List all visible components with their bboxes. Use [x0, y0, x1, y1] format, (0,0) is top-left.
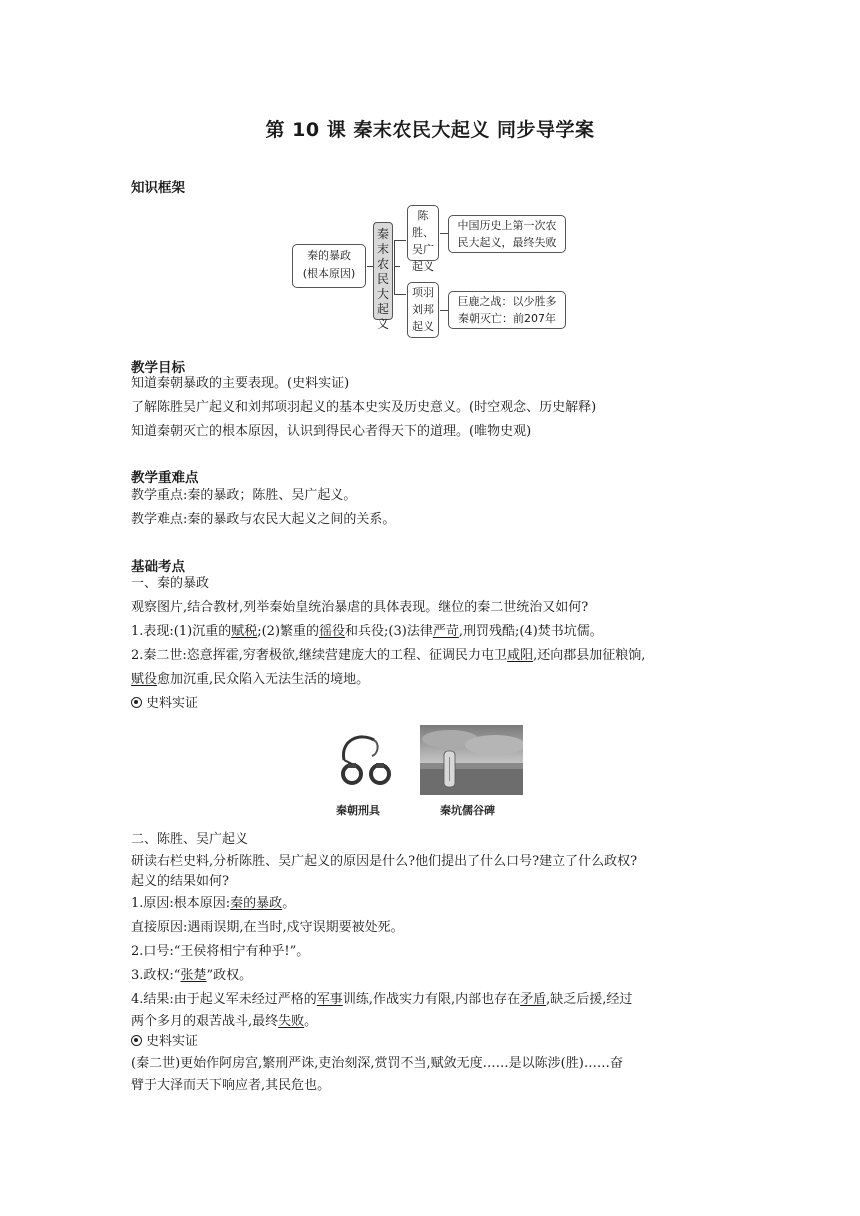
- answer: 徭役: [319, 624, 346, 639]
- answer: 咸阳: [507, 648, 534, 663]
- text: 。: [304, 1014, 318, 1029]
- key-point: 教学重点:秦的暴政；陈胜、吴广起义。: [131, 488, 357, 503]
- paragraph: [131, 1012, 317, 1032]
- page-title: 第 10 课 秦末农民大起义 同步导学案: [265, 119, 595, 141]
- section-intro: 研读右栏史料,分析陈胜、吴广起义的原因是什么?他们提出了什么口号?建立了什么政权?: [131, 854, 638, 869]
- framework-heading: 知识框架: [131, 180, 185, 196]
- section-intro: 起义的结果如何?: [131, 874, 229, 889]
- bullet-icon: [131, 697, 142, 708]
- connector: [440, 310, 448, 311]
- text: 史料实证: [146, 1034, 199, 1049]
- paragraph: [131, 966, 252, 986]
- text: ,刑罚残酷;(4)焚书坑儒。: [458, 624, 603, 639]
- text: ;(2)繁重的: [257, 624, 320, 639]
- node-line: 项羽: [412, 286, 434, 299]
- node-chensheng: [407, 205, 439, 273]
- image-caption: 秦坑儒谷碑: [440, 804, 495, 817]
- node-line: 吴广: [412, 243, 434, 256]
- connector: [394, 266, 400, 267]
- text: 两个多月的艰苦战斗,最终: [131, 1014, 279, 1029]
- image-caption: 秦朝刑具: [336, 804, 380, 817]
- paragraph: [131, 894, 295, 914]
- text: 3.政权:“: [131, 968, 181, 983]
- paragraph: [131, 622, 603, 642]
- node-line: 中国历史上第一次农: [457, 219, 557, 232]
- text: ,缺乏后援,经过: [546, 992, 633, 1007]
- node-line: 秦朝灭亡：前207年: [458, 312, 556, 325]
- keypoints-heading: 教学重难点: [131, 470, 199, 486]
- text: 和兵役;(3)法律: [345, 624, 433, 639]
- connector: [394, 294, 406, 295]
- node-sublabel: (根本原因): [302, 267, 356, 280]
- paragraph: 2.口号:“王侯将相宁有种乎!”。: [131, 944, 310, 959]
- node-line: 刘邦: [412, 303, 434, 316]
- connector: [394, 240, 395, 294]
- answer: 赋税: [231, 624, 258, 639]
- goal-item: 了解陈胜吴广起义和刘邦项羽起义的基本史实及历史意义。(时空观念、历史解释): [131, 400, 597, 415]
- node-result-1: [448, 215, 566, 253]
- answer: 军事: [316, 992, 343, 1007]
- quote-text: 臂于大泽而天下响应者,其民危也。: [131, 1078, 331, 1093]
- goal-item: 知道秦朝灭亡的根本原因，认识到得民心者得天下的道理。(唯物史观): [131, 424, 532, 439]
- paragraph: [131, 670, 369, 690]
- image-stele: [420, 725, 523, 795]
- goals-heading: 教学目标: [131, 360, 185, 376]
- answer: 失败: [278, 1014, 305, 1029]
- text: ”政权。: [206, 968, 253, 983]
- node-line: 民大起义，最终失败: [457, 236, 557, 249]
- text: 1.表现:(1)沉重的: [131, 624, 232, 639]
- node-xiangyu: [407, 282, 439, 338]
- bullet-icon: [131, 1035, 142, 1046]
- paragraph: 直接原因:遇雨误期,在当时,戍守误期要被处死。: [131, 920, 404, 935]
- node-label: 秦的暴政: [307, 249, 351, 262]
- node-qin-tyranny: [292, 244, 366, 288]
- difficult-point: 教学难点:秦的暴政与农民大起义之间的关系。: [131, 512, 396, 527]
- answer: 赋役: [131, 672, 158, 687]
- evidence-label: [131, 694, 198, 714]
- node-result-2: [448, 291, 566, 329]
- answer: 严苛: [432, 624, 459, 639]
- node-line: 起义: [412, 320, 434, 333]
- text: 1.原因:根本原因:: [131, 896, 231, 911]
- answer: 张楚: [180, 968, 207, 983]
- node-line: 巨鹿之战：以少胜多: [457, 295, 557, 308]
- section-intro: 观察图片,结合教材,列举秦始皇统治暴虐的具体表现。继位的秦二世统治又如何?: [131, 600, 589, 615]
- paragraph: [131, 990, 632, 1010]
- text: 愈加沉重,民众陷入无法生活的境地。: [157, 672, 370, 687]
- basics-heading: 基础考点: [131, 559, 185, 575]
- node-line: 起义: [412, 260, 434, 273]
- node-line: 陈胜、: [412, 209, 434, 239]
- paragraph: [131, 646, 645, 666]
- connector: [440, 233, 448, 234]
- evidence-label: [131, 1032, 198, 1052]
- text: 2.秦二世:恣意挥霍,穷奢极欲,继续营建庞大的工程、征调民力屯卫: [131, 648, 508, 663]
- quote-text: (秦二世)更始作阿房宫,繁刑严诛,吏治刻深,赏罚不当,赋敛无度……是以陈涉(胜)……奋: [131, 1056, 623, 1071]
- section-title: 一、秦的暴政: [131, 576, 210, 591]
- goal-item: 知道秦朝暴政的主要表现。(史料实证): [131, 376, 350, 391]
- text: 训练,作战实力有限,内部也存在: [342, 992, 521, 1007]
- answer: 秦的暴政: [230, 896, 283, 911]
- text: 史料实证: [146, 696, 199, 711]
- text: ,还向郡县加征粮饷,: [533, 648, 646, 663]
- connector: [394, 240, 406, 241]
- answer: 矛盾: [520, 992, 547, 1007]
- text: 。: [282, 896, 296, 911]
- section-title: 二、陈胜、吴广起义: [131, 832, 249, 847]
- image-shackles: [330, 730, 402, 796]
- text: 4.结果:由于起义军未经过严格的: [131, 992, 317, 1007]
- node-center: 秦末农民大起义: [373, 222, 393, 320]
